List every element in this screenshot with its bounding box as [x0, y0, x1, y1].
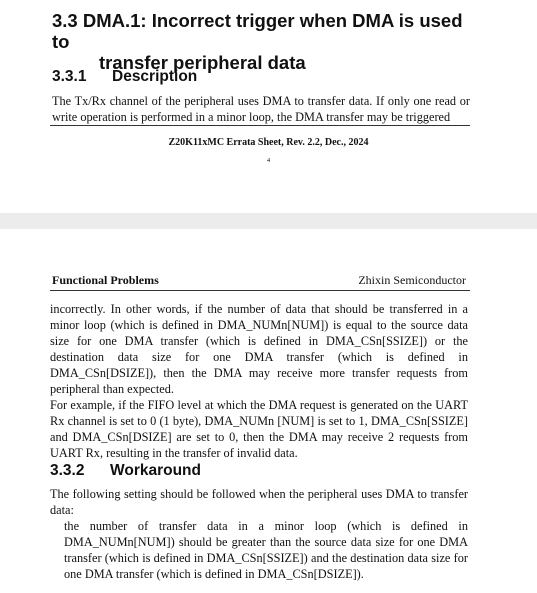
header-divider: [50, 290, 470, 291]
example-paragraph: For example, if the FIFO level at which the DMA request is generated on the UART Rx channel is set to 0 (1 byte), DMA_NUMn [NUM] is set to 1, DMA_CSn[SSIZE] and DMA_CSn[DSIZE] are set to 0, then the DMA may receive 2 requests from UART Rx, resulting in the transfer of invalid data.: [50, 398, 468, 460]
footer-divider: [50, 125, 470, 126]
running-header-right: Zhixin Semiconductor: [358, 273, 466, 287]
running-header-left: Functional Problems: [52, 273, 159, 287]
subsection-number: 3.3.1: [52, 68, 87, 85]
section-heading-line2: transfer peripheral data: [99, 52, 306, 73]
page-gap: [0, 213, 537, 229]
description-paragraph-body: incorrectly. In other words, if the number of data that should be transferred in a minor loop (which is defined in DMA_NUMn[NUM]) is equal to the source data size for one DMA transfer (which is defined in DMA_CSn[SSIZE]) or the destination data size for one DMA transfer (which is defined in DMA_CSn[DSIZE]), then the DMA may receive more transfer requests from peripheral than expected.: [50, 302, 468, 396]
footer-title: Z20K11xMC Errata Sheet, Rev. 2.2, Dec., 2024: [168, 137, 369, 148]
subsection-heading-description: [52, 68, 197, 86]
workaround-intro: The following setting should be followed when the peripheral uses DMA to transfer data:: [50, 487, 468, 517]
subsection-heading-workaround: [50, 462, 201, 480]
subsection-title: Workaround: [110, 462, 201, 479]
page-number: 4: [266, 157, 271, 164]
description-paragraph-start: The Tx/Rx channel of the peripheral uses DMA to transfer data. If only one read or write operation is performed in a minor loop, the DMA transfer may be triggered: [52, 94, 470, 124]
subsection-title: Description: [112, 68, 198, 85]
subsection-number: 3.3.2: [50, 462, 85, 479]
description-paragraph-continued: [50, 301, 468, 461]
section-heading-line1: 3.3 DMA.1: Incorrect trigger when DMA is used to: [52, 10, 463, 52]
section-heading: [52, 10, 472, 73]
workaround-setting: the number of transfer data in a minor loop (which is defined in DMA_NUMn[NUM]) should be greater than the source data size for one DMA transfer (which is defined in DMA_CSn[SSIZE]) and the destination data size for one DMA transfer (which is defined in DMA_CSn[DSIZE]).: [64, 519, 468, 581]
